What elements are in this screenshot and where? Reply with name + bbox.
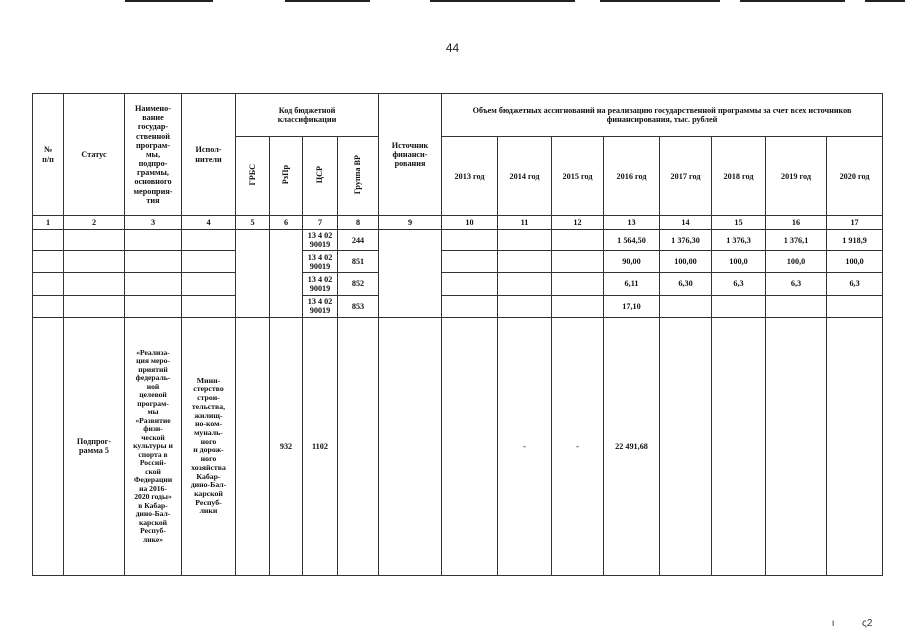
column-number: 9 [379,216,442,230]
header-name: Наимено- вание государ- ственной програм- мы, подпро- граммы, основного мероприя- тия [125,94,182,216]
vr-code: 851 [338,251,379,273]
header-year: 2020 год [827,137,883,216]
subprogram-amount-2015: - [552,317,604,575]
csr-code: 13 4 02 90019 [303,230,338,251]
header-year: 2015 год [552,137,604,216]
header-year: 2017 год [660,137,712,216]
header-vr: Группа ВР [338,137,379,216]
amount-2018: 1 376,3 [712,230,766,251]
subprogram-status: Подпрог- рамма 5 [64,317,125,575]
amount-2017: 6,30 [660,273,712,295]
header-year: 2018 год [712,137,766,216]
scan-line [285,0,370,2]
column-number: 5 [236,216,270,230]
subprogram-row [33,317,883,575]
amount-2017: 1 376,30 [660,230,712,251]
subprogram-executor: Мини- стерство строи- тельства, жилищ- но-ком- муналь- ного и дорож- ного хозяйства Кабар- дино-Бал- карской Респуб- лики [182,317,236,575]
table-row [33,251,883,273]
column-number: 15 [712,216,766,230]
footer-mark-left: ι [832,618,835,629]
amount-2019: 1 376,1 [766,230,827,251]
subprogram-grbs: 932 [270,317,303,575]
amount-2018: 100,0 [712,251,766,273]
subprogram-rzpr: 1102 [303,317,338,575]
vr-code: 853 [338,295,379,317]
column-number: 3 [125,216,182,230]
header-status: Статус [64,94,125,216]
column-number: 13 [604,216,660,230]
column-number: 6 [270,216,303,230]
column-number: 16 [766,216,827,230]
amount-2020: 1 918,9 [827,230,883,251]
column-number: 2 [64,216,125,230]
column-number: 7 [303,216,338,230]
footer-mark-right: ς2 [862,618,873,629]
csr-code: 13 4 02 90019 [303,251,338,273]
subprogram-amount-2016: 22 491,68 [604,317,660,575]
budget-allocation-table [32,93,883,576]
amount-2018 [712,295,766,317]
table-row [33,273,883,295]
amount-2017: 100,00 [660,251,712,273]
vr-code: 244 [338,230,379,251]
amount-2016: 6,11 [604,273,660,295]
amount-2020: 6,3 [827,273,883,295]
column-number: 11 [498,216,552,230]
scan-line [430,0,575,2]
column-number: 17 [827,216,883,230]
column-number: 14 [660,216,712,230]
scan-line [125,0,213,2]
scan-line [865,0,905,2]
vr-code: 852 [338,273,379,295]
header-grbs: ГРБС [236,137,270,216]
amount-2019: 100,0 [766,251,827,273]
column-number: 1 [33,216,64,230]
header-funding-source: Источник финанси- рования [379,94,442,216]
subprogram-amount-2014: - [498,317,552,575]
scan-line [740,0,845,2]
header-csr: ЦСР [303,137,338,216]
column-number: 10 [442,216,498,230]
table-row [33,230,883,251]
amount-2016: 1 564,50 [604,230,660,251]
header-budget-code: Код бюджетной классификации [236,94,379,137]
header-year: 2019 год [766,137,827,216]
header-rzpr: РзПр [270,137,303,216]
column-number: 12 [552,216,604,230]
amount-2019 [766,295,827,317]
amount-2018: 6,3 [712,273,766,295]
header-volume: Объем бюджетных ассигнований на реализацию государственной программы за счет всех источников финансирования, тыс. рублей [442,94,883,137]
csr-code: 13 4 02 90019 [303,295,338,317]
header-year: 2013 год [442,137,498,216]
header-year: 2016 год [604,137,660,216]
amount-2016: 90,00 [604,251,660,273]
header-executor: Испол- нители [182,94,236,216]
table-row [33,295,883,317]
amount-2016: 17,10 [604,295,660,317]
column-number: 8 [338,216,379,230]
amount-2020: 100,0 [827,251,883,273]
subprogram-name: «Реализа- ция меро- приятий федераль- ной целевой програм- мы «Развитие физи- ческой культуры и спорта в Россий- ской Федерации на 2016- 2020 годы» в Кабар- дино-Бал- карской Респуб- лике» [125,317,182,575]
amount-2020 [827,295,883,317]
amount-2019: 6,3 [766,273,827,295]
header-no: № п/п [33,94,64,216]
header-year: 2014 год [498,137,552,216]
scan-line [600,0,720,2]
amount-2017 [660,295,712,317]
column-number-row [33,216,883,230]
page-number: 44 [445,41,460,55]
column-number: 4 [182,216,236,230]
csr-code: 13 4 02 90019 [303,273,338,295]
